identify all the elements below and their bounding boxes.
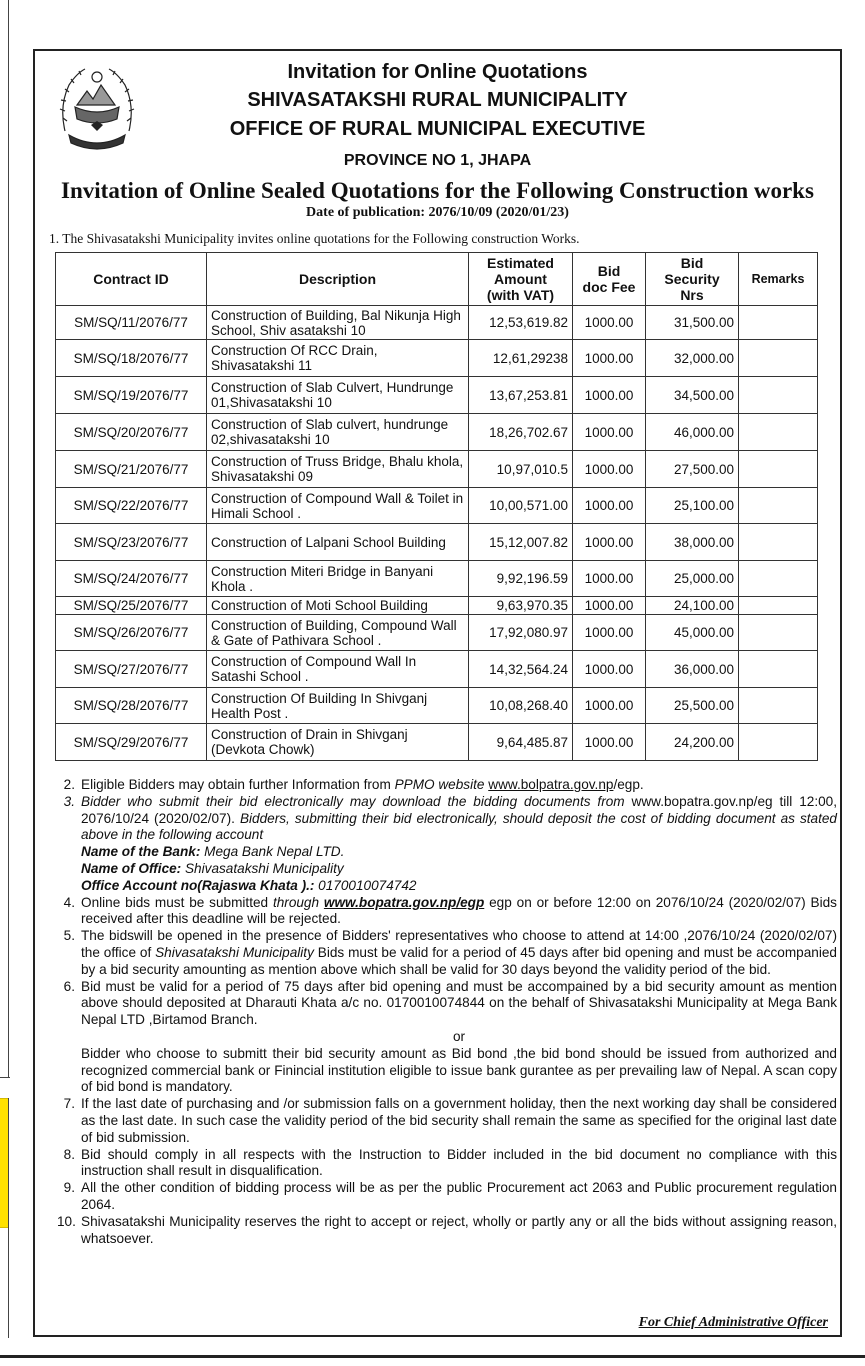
clause-8 <box>57 1147 837 1181</box>
remarks-cell <box>739 451 818 488</box>
security-cell: 25,100.00 <box>646 488 739 524</box>
page-edge-tick <box>0 1077 10 1078</box>
clause-text: The bidswill be opened in the presence of Bidders' representatives who choose to attend at 14:00 ,2076/10/24 (2020/02/07) the office of <box>81 928 837 960</box>
col-amount-line: (with VAT) <box>486 287 555 303</box>
remarks-cell <box>739 524 818 561</box>
clause-number: 8. <box>63 1146 75 1162</box>
or-separator: or <box>452 1028 466 1044</box>
contract-id-cell: SM/SQ/24/2076/77 <box>56 561 207 597</box>
description-cell: Construction of Truss Bridge, Bhalu khola, Shivasatakshi 09 <box>207 451 469 488</box>
fee-cell: 1000.00 <box>573 561 646 597</box>
description-cell: Construction Miteri Bridge in Banyani Khola . <box>207 561 469 597</box>
fee-cell: 1000.00 <box>573 451 646 488</box>
notice-title: Invitation of Online Sealed Quotations for the Following Construction works <box>61 178 814 203</box>
clause-number: 4. <box>63 894 75 910</box>
description-cell: Construction of Slab culvert, hundrunge 02,shivasatakshi 10 <box>207 414 469 451</box>
remarks-cell <box>739 488 818 524</box>
col-contract-id: Contract ID <box>56 253 207 306</box>
fee-cell: 1000.00 <box>573 488 646 524</box>
col-bid-doc-fee <box>573 253 646 306</box>
office-value: Shivasatakshi Municipality <box>181 860 344 876</box>
fee-cell: 1000.00 <box>573 306 646 340</box>
col-fee-line: doc Fee <box>582 279 636 295</box>
fee-cell: 1000.00 <box>573 615 646 651</box>
contract-id-cell: SM/SQ/11/2076/77 <box>56 306 207 340</box>
clause-text: Eligible Bidders may obtain further Information from <box>81 777 395 792</box>
amount-cell: 13,67,253.81 <box>469 377 573 414</box>
table-row <box>56 488 818 524</box>
clause-text: Bidder who choose to submitt their bid security amount as Bid bond ,the bid bond should be issued from authorized and recognized commercial bank or Finincial institution eligible to issue bank gurantee as per prevailing law of Nepal. A scan copy of bid bond is mandatory. <box>81 1045 837 1095</box>
description-cell: Construction of Building, Compound Wall & Gate of Pathivara School . <box>207 615 469 651</box>
clause-text: Bidders, submitting their bid electronically, should deposit the cost of bidding document as stated above in the following account <box>81 810 837 843</box>
bolpatra-link[interactable]: www.bolpatra.gov.np <box>488 777 614 792</box>
table-row <box>56 651 818 688</box>
clause-number: 5. <box>63 928 75 944</box>
intro-clause: 1. The Shivasatakshi Municipality invites online quotations for the Following construction Works. <box>49 231 580 246</box>
remarks-cell <box>739 597 818 615</box>
clause-text: till 12:00, 2076/10/24 (2020/02/07). <box>81 793 837 826</box>
amount-cell: 10,08,268.40 <box>469 688 573 724</box>
ppmo-label: PPMO website <box>394 777 489 792</box>
bopatra-egp-link[interactable]: www.bopatra.gov.np/egp <box>323 894 485 910</box>
clause-number: 9. <box>63 1180 75 1196</box>
clause-text: /egp. <box>613 777 644 792</box>
clause-number: 3. <box>63 793 75 809</box>
fee-cell: 1000.00 <box>573 688 646 724</box>
notice-frame <box>33 49 842 1337</box>
amount-cell: 12,61,29238 <box>469 340 573 377</box>
contract-id-cell: SM/SQ/23/2076/77 <box>56 524 207 561</box>
col-fee-line: Bid <box>597 263 621 279</box>
province-name: PROVINCE NO 1, JHAPA <box>343 152 532 169</box>
amount-cell: 18,26,702.67 <box>469 414 573 451</box>
remarks-cell <box>739 724 818 761</box>
security-cell: 46,000.00 <box>646 414 739 451</box>
col-amount-line: Estimated <box>487 255 554 271</box>
description-cell: Construction Of Building In Shivganj Health Post . <box>207 688 469 724</box>
clause-text: egp on or before 12:00 on 2076/10/24 (2020/02/07) Bids received after this deadline will be rejected. <box>81 894 837 927</box>
table-header-row <box>56 253 818 306</box>
clause-text: through <box>272 894 324 910</box>
table-row <box>56 524 818 561</box>
fee-cell: 1000.00 <box>573 524 646 561</box>
office-name-inline: Shivasatakshi Municipality <box>155 944 314 960</box>
security-cell: 38,000.00 <box>646 524 739 561</box>
clause-text: Bids must be valid for a period of 45 days after bid opening and must be accompanied by a bid security amounting as mention above which shall be valid for 30 days beyond the validity period of the bid. <box>81 944 837 977</box>
bank-label: Name of the Bank: <box>81 844 201 860</box>
clause-text: All the other condition of bidding process will be as per the public Procurement act 2063 and Public procurement regulation 2064. <box>81 1180 837 1212</box>
clause-2 <box>57 777 837 794</box>
col-security-line: Nrs <box>680 287 704 303</box>
security-cell: 34,500.00 <box>646 377 739 414</box>
table-row <box>56 377 818 414</box>
security-cell: 24,100.00 <box>646 597 739 615</box>
contract-id-cell: SM/SQ/21/2076/77 <box>56 451 207 488</box>
remarks-cell <box>739 561 818 597</box>
bottom-rule <box>0 1355 865 1358</box>
contract-id-cell: SM/SQ/29/2076/77 <box>56 724 207 761</box>
security-cell: 25,500.00 <box>646 688 739 724</box>
amount-cell: 12,53,619.82 <box>469 306 573 340</box>
remarks-cell <box>739 340 818 377</box>
contract-id-cell: SM/SQ/27/2076/77 <box>56 651 207 688</box>
contract-id-cell: SM/SQ/19/2076/77 <box>56 377 207 414</box>
fee-cell: 1000.00 <box>573 414 646 451</box>
clause-number: 10. <box>57 1213 76 1229</box>
account-value: 0170010074742 <box>314 877 417 893</box>
description-cell: Construction of Slab Culvert, Hundrunge 01,Shivasatakshi 10 <box>207 377 469 414</box>
remarks-cell <box>739 651 818 688</box>
fee-cell: 1000.00 <box>573 597 646 615</box>
office-label: Name of Office: <box>81 860 182 876</box>
table-row <box>56 688 818 724</box>
table-row <box>56 340 818 377</box>
table-row <box>56 306 818 340</box>
col-description: Description <box>207 253 469 306</box>
amount-cell: 9,92,196.59 <box>469 561 573 597</box>
description-cell: Construction of Compound Wall In Satashi School . <box>207 651 469 688</box>
contract-id-cell: SM/SQ/18/2076/77 <box>56 340 207 377</box>
clause-10 <box>57 1214 837 1248</box>
description-cell: Construction of Drain in Shivganj (Devkota Chowk) <box>207 724 469 761</box>
table-row <box>56 615 818 651</box>
table-row <box>56 561 818 597</box>
security-cell: 45,000.00 <box>646 615 739 651</box>
signature-line: For Chief Administrative Officer <box>638 1315 828 1330</box>
description-cell: Construction Of RCC Drain, Shivasatakshi 11 <box>207 340 469 377</box>
col-estimated-amount <box>469 253 573 306</box>
security-cell: 27,500.00 <box>646 451 739 488</box>
notice-heading: Invitation for Online Quotations <box>287 61 588 83</box>
security-cell: 32,000.00 <box>646 340 739 377</box>
clause-number: 6. <box>63 978 75 994</box>
fee-cell: 1000.00 <box>573 377 646 414</box>
amount-cell: 9,64,485.87 <box>469 724 573 761</box>
remarks-cell <box>739 414 818 451</box>
amount-cell: 10,00,571.00 <box>469 488 573 524</box>
contract-id-cell: SM/SQ/28/2076/77 <box>56 688 207 724</box>
col-bid-security <box>646 253 739 306</box>
description-cell: Construction of Building, Bal Nikunja High School, Shiv asatakshi 10 <box>207 306 469 340</box>
remarks-cell <box>739 615 818 651</box>
office-name: OFFICE OF RURAL MUNICIPAL EXECUTIVE <box>229 118 646 140</box>
fee-cell: 1000.00 <box>573 651 646 688</box>
table-row <box>56 414 818 451</box>
clause-text: Bid should comply in all respects with the Instruction to Bidder included in the bid document no compliance with this instruction shall result in disqualification. <box>81 1146 837 1179</box>
amount-cell: 9,63,970.35 <box>469 597 573 615</box>
bopatra-site: www.bopatra.gov.np/eg <box>631 793 773 809</box>
clause-5 <box>57 928 837 978</box>
clauses-list <box>57 777 837 1247</box>
page-edge-left <box>8 0 9 1078</box>
security-cell: 25,000.00 <box>646 561 739 597</box>
clause-text: If the last date of purchasing and /or submission falls on a government holiday, then the next working day shall be considered as the last date. In such case the validity period of the bid security shall remain the same as specified for the original last date of bid submission. <box>81 1096 837 1145</box>
clause-7 <box>57 1096 837 1146</box>
security-cell: 24,200.00 <box>646 724 739 761</box>
amount-cell: 15,12,007.82 <box>469 524 573 561</box>
col-security-line: Security <box>664 271 720 287</box>
col-amount-line: Amount <box>494 271 547 287</box>
remarks-cell <box>739 688 818 724</box>
contract-id-cell: SM/SQ/26/2076/77 <box>56 615 207 651</box>
amount-cell: 14,32,564.24 <box>469 651 573 688</box>
bank-value: Mega Bank Nepal LTD. <box>200 844 345 860</box>
contract-id-cell: SM/SQ/22/2076/77 <box>56 488 207 524</box>
municipality-name: SHIVASATAKSHI RURAL MUNICIPALITY <box>247 89 628 111</box>
security-cell: 31,500.00 <box>646 306 739 340</box>
works-table <box>55 252 818 761</box>
amount-cell: 10,97,010.5 <box>469 451 573 488</box>
remarks-cell <box>739 377 818 414</box>
table-row <box>56 597 818 615</box>
clause-text: Shivasatakshi Municipality reserves the right to accept or reject, wholly or partly any or all the bids without assigning reason, whatsoever. <box>81 1213 837 1246</box>
description-cell: Construction of Moti School Building <box>207 597 469 615</box>
contract-id-cell: SM/SQ/25/2076/77 <box>56 597 207 615</box>
remarks-cell <box>739 306 818 340</box>
account-label: Office Account no(Rajaswa Khata ).: <box>81 877 315 893</box>
col-remarks: Remarks <box>739 253 818 306</box>
clause-6 <box>57 979 837 1097</box>
clause-text: Online bids must be submitted <box>81 894 273 910</box>
table-row <box>56 724 818 761</box>
clause-4 <box>57 895 837 929</box>
security-cell: 36,000.00 <box>646 651 739 688</box>
description-cell: Construction of Lalpani School Building <box>207 524 469 561</box>
clause-number: 7. <box>63 1096 75 1112</box>
table-row <box>56 451 818 488</box>
fee-cell: 1000.00 <box>573 340 646 377</box>
contract-id-cell: SM/SQ/20/2076/77 <box>56 414 207 451</box>
clause-number: 2. <box>63 777 75 792</box>
clause-text: Bid must be valid for a period of 75 days after bid opening and must be accompained by a bid security amount as mention above should deposited at Dharauti Khata a/c no. 0170010074844 on the behalf of Shivasatakshi Municipality at Mega Bank Nepal LTD ,Birtamod Branch. <box>81 978 837 1028</box>
col-security-line: Bid <box>680 255 704 271</box>
clause-9 <box>57 1180 837 1214</box>
publication-date: Date of publication: 2076/10/09 (2020/01/23) <box>306 205 569 220</box>
fee-cell: 1000.00 <box>573 724 646 761</box>
page-edge-left-lower <box>8 1098 9 1338</box>
clause-3 <box>57 794 837 895</box>
description-cell: Construction of Compound Wall & Toilet in Himali School . <box>207 488 469 524</box>
clause-text: Bidder who submit their bid electronically may download the bidding documents from <box>81 793 632 809</box>
amount-cell: 17,92,080.97 <box>469 615 573 651</box>
